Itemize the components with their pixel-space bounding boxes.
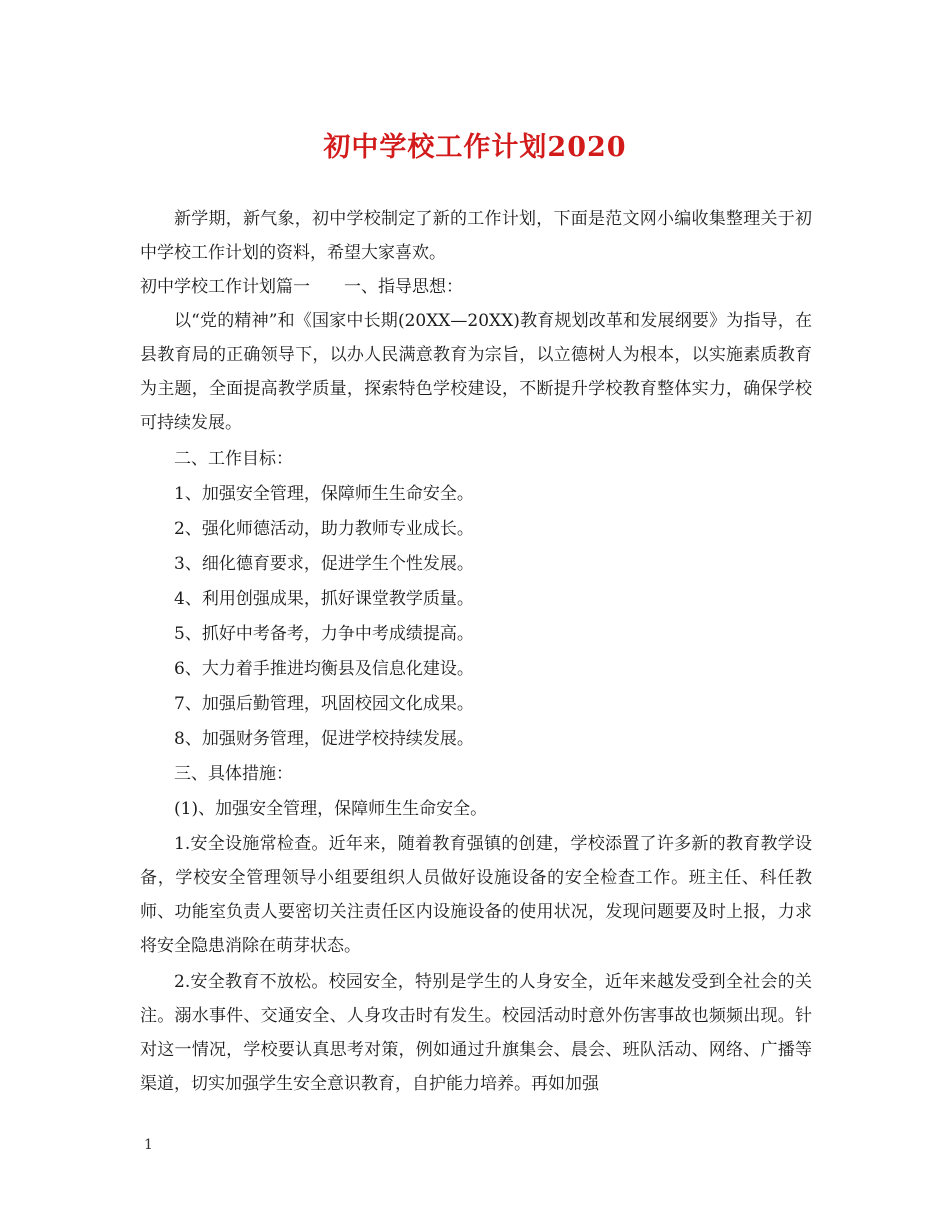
section-heading-measures: 三、具体措施：	[174, 764, 293, 784]
section-heading-work-goals: 二、工作目标：	[174, 449, 293, 469]
measure-paragraph-facility-inspection: 1.安全设施常检查。近年来，随着教育强镇的创建，学校添置了许多新的教育教学设备，学校安全管理领导小组要组织人员做好设施设备的安全检查工作。班主任、科任教师、功能室负责人要密切关注责任区内设施设备的使用状况，发现问题要及时上报，力求将安全隐患消除在萌芽状态。	[140, 834, 812, 956]
goal-item-8: 8、加强财务管理，促进学校持续发展。	[174, 729, 474, 749]
goal-item-6: 6、大力着手推进均衡县及信息化建设。	[174, 659, 474, 679]
section-heading-guiding-thought: 初中学校工作计划篇一 一、指导思想：	[140, 277, 463, 297]
goal-item-2: 2、强化师德活动，助力教师专业成长。	[174, 519, 474, 539]
goal-item-4: 4、利用创强成果，抓好课堂教学质量。	[174, 589, 474, 609]
measure-paragraph-safety-education: 2.安全教育不放松。校园安全，特别是学生的人身安全，近年来越发受到全社会的关注。溺水事件、交通安全、人身攻击时有发生。校园活动时意外伤害事故也频频出现。针对这一情况，学校要认真思考对策，例如通过升旗集会、晨会、班队活动、网络、广播等渠道，切实加强学生安全意识教育，自护能力培养。再如加强	[140, 972, 812, 1094]
measure-heading-safety: (1)、加强安全管理，保障师生生命安全。	[174, 799, 488, 819]
goal-item-1: 1、加强安全管理，保障师生生命安全。	[174, 484, 474, 504]
document-title: 初中学校工作计划2020	[323, 132, 627, 163]
document-body	[140, 202, 812, 1101]
page-number: 1	[144, 1137, 153, 1153]
intro-paragraph: 新学期，新气象，初中学校制定了新的工作计划，下面是范文网小编收集整理关于初中学校工作计划的资料，希望大家喜欢。	[140, 209, 812, 263]
goal-item-7: 7、加强后勤管理，巩固校园文化成果。	[174, 694, 474, 714]
goal-item-3: 3、细化德育要求，促进学生个性发展。	[174, 554, 474, 574]
guiding-thought-paragraph: 以“党的精神”和《国家中长期(20XX—20XX)教育规划改革和发展纲要》为指导，在县教育局的正确领导下，以办人民满意教育为宗旨，以立德树人为根本，以实施素质教育为主题，全面提高教学质量，探索特色学校建设，不断提升学校教育整体实力，确保学校可持续发展。	[140, 311, 812, 433]
goal-item-5: 5、抓好中考备考，力争中考成绩提高。	[174, 624, 474, 644]
